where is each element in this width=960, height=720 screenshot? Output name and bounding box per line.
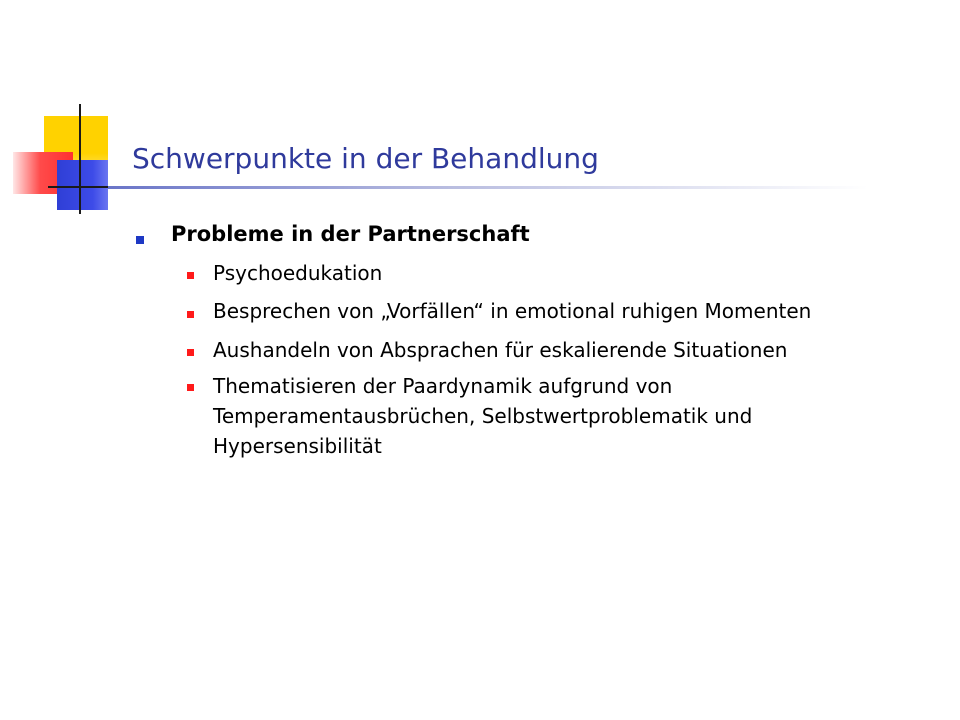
- main-bullet-text: Probleme in der Partnerschaft: [171, 222, 530, 246]
- sub-bullet-text: Aushandeln von Absprachen für eskalierende Situationen: [213, 338, 788, 362]
- title-underline: [108, 186, 868, 189]
- sub-bullet-text: Besprechen von „Vorfällen“ in emotional ruhigen Momenten: [213, 299, 812, 323]
- logo-blue-square: [57, 160, 108, 210]
- sub-bullet-text: Thematisieren der Paardynamik aufgrund von Temperamentausbrüchen, Selbstwertproblematik und Hypersensibilität: [213, 374, 753, 458]
- bullet-marker-level2: [187, 349, 194, 356]
- sub-bullet-text: Psychoedukation: [213, 261, 383, 285]
- bullet-marker-level2: [187, 272, 194, 279]
- bullet-marker-level2: [187, 384, 194, 391]
- slide-title: Schwerpunkte in der Behandlung: [132, 142, 599, 175]
- logo-vertical-line: [79, 104, 81, 214]
- bullet-marker-level2: [187, 311, 194, 318]
- bullet-marker-level1: [136, 236, 144, 244]
